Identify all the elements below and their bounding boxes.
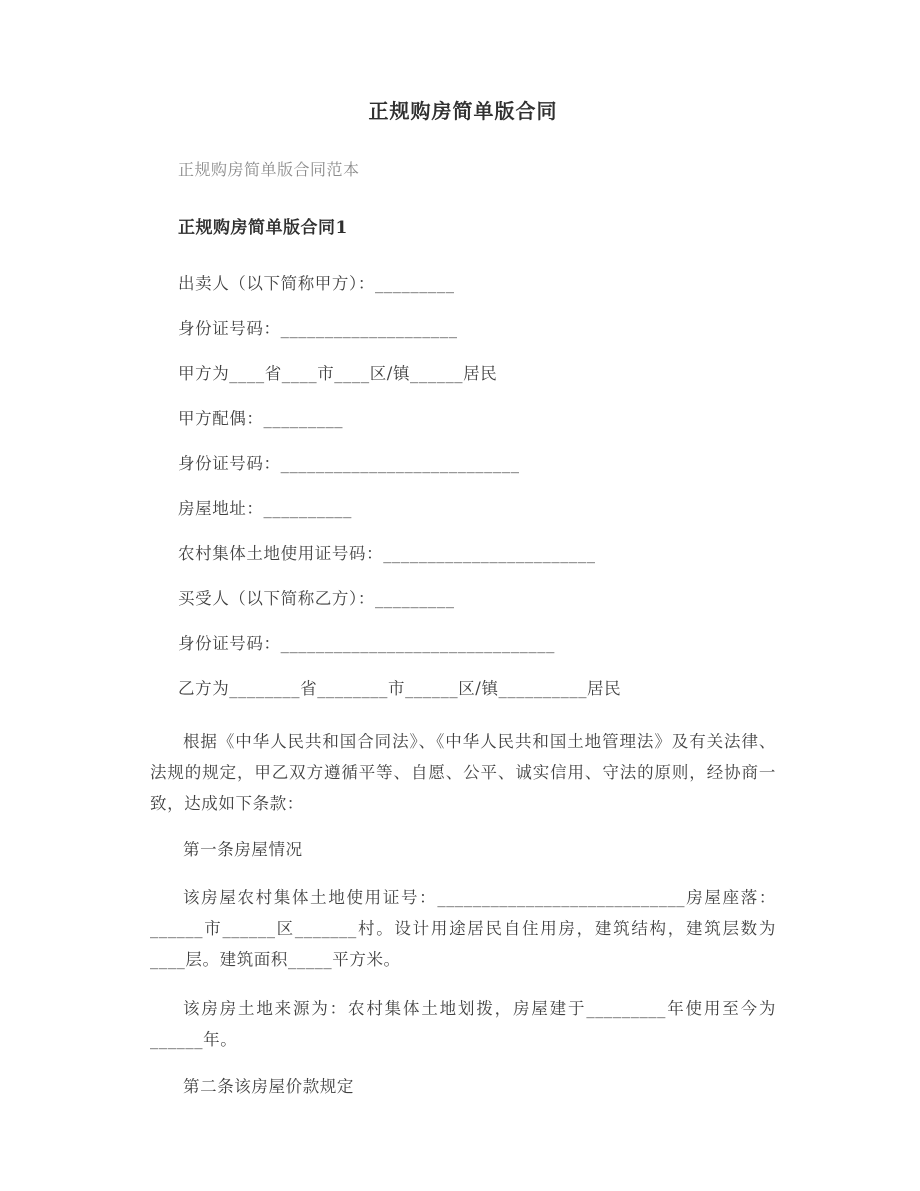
form-line-seller-id: 身份证号码：____________________ [178,319,458,338]
document-content [150,96,776,1119]
form-line-seller-residence: 甲方为____省____市____区/镇______居民 [178,364,498,383]
form-line-seller: 出卖人（以下简称甲方）：_________ [178,274,455,293]
clause-one-body: 该房屋农村集体土地使用证号：____________________________房屋座落：______市______区_______村。设计用途居民自住用房，建筑结构，建筑层数为____层。建筑面积_____平方米。 [150,888,776,969]
clause-one-title: 第一条房屋情况 [183,840,303,859]
paragraph-preamble: 根据《中华人民共和国合同法》、《中华人民共和国土地管理法》及有关法律、法规的规定，甲乙双方遵循平等、自愿、公平、诚实信用、守法的原则，经协商一致，达成如下条款： [150,732,776,813]
clause-two-title: 第二条该房屋价款规定 [183,1077,354,1096]
clause-one-land-source: 该房房土地来源为：农村集体土地划拨，房屋建于_________年使用至今为______年。 [150,999,776,1049]
form-line-seller-spouse: 甲方配偶：_________ [178,409,344,428]
form-line-buyer-id: 身份证号码：_______________________________ [178,634,555,653]
form-line-buyer-residence: 乙方为________省________市______区/镇__________居民 [178,679,622,698]
form-line-buyer: 买受人（以下简称乙方）：_________ [178,589,455,608]
form-line-land-certificate: 农村集体土地使用证号码：________________________ [178,544,596,563]
form-line-spouse-id: 身份证号码：___________________________ [178,454,520,473]
document-subtitle: 正规购房简单版合同范本 [178,160,360,179]
page-title: 正规购房简单版合同 [368,99,558,123]
form-line-house-address: 房屋地址：__________ [178,499,352,518]
section-heading-1: 正规购房简单版合同1 [178,218,348,238]
